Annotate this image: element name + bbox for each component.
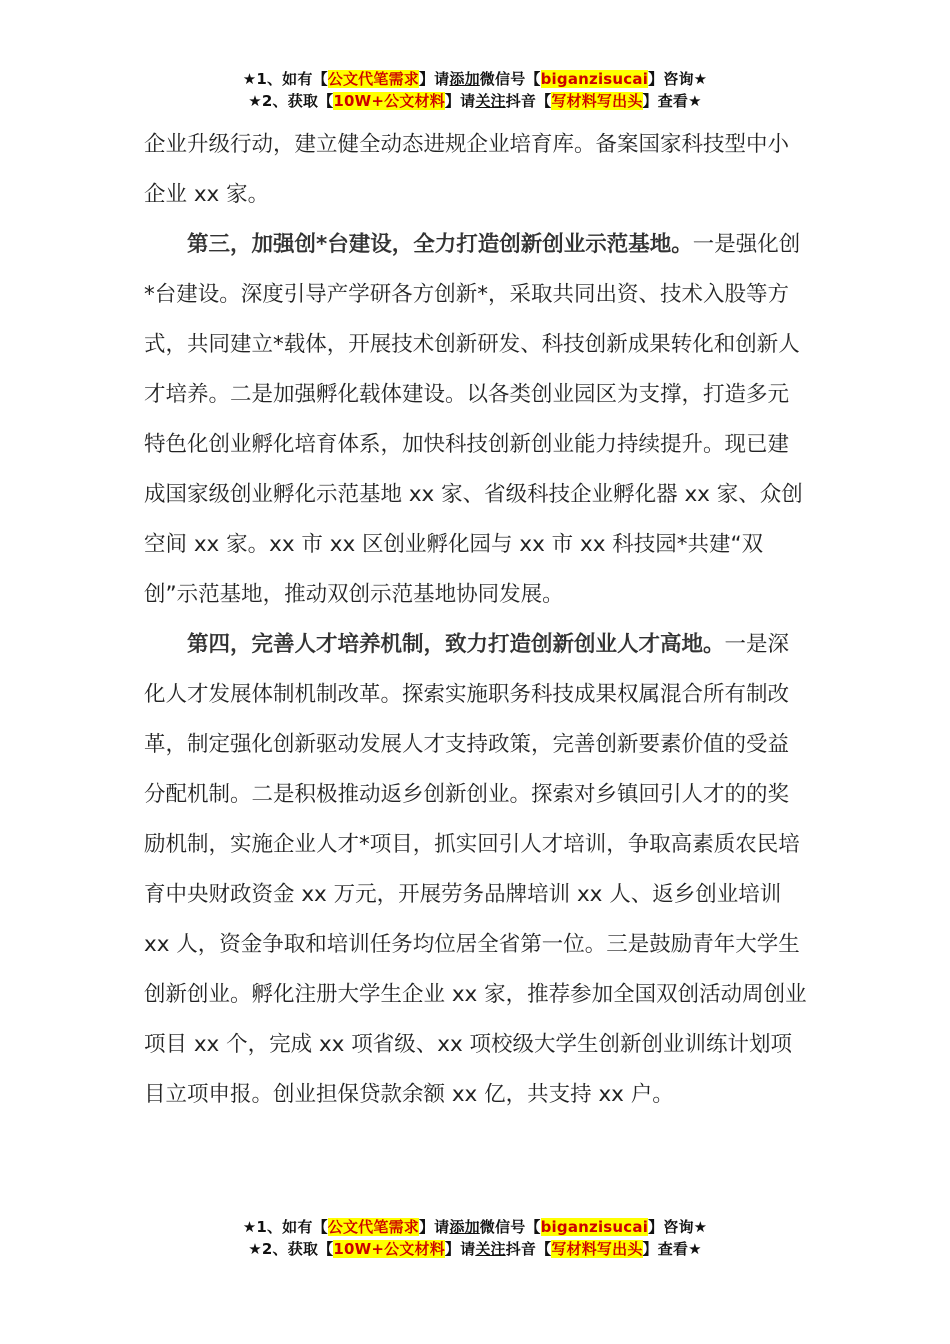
- promo-highlight: 公文代笔需求: [327, 1218, 419, 1236]
- promo-line-2: [0, 1238, 950, 1260]
- promo-text: 】请: [418, 1218, 450, 1236]
- promo-text: 抖音【: [505, 92, 552, 110]
- promo-text: ★2、获取【: [248, 1240, 334, 1258]
- paragraph-1: 企业升级行动，建立健全动态进规企业培育库。备案国家科技型中小企业 xx 家。: [144, 132, 790, 207]
- promo-line-1: [0, 1216, 950, 1238]
- promo-line-2: [0, 90, 950, 112]
- promo-underline: 关注: [475, 1240, 506, 1258]
- promo-footer: [0, 1216, 950, 1260]
- promo-highlight: 写材料写出头: [551, 92, 643, 110]
- promo-text: 】查看★: [642, 1240, 702, 1258]
- promo-text: 】请: [418, 70, 450, 88]
- promo-header: [0, 68, 950, 112]
- paragraph-text: 一是深化人才发展体制机制改革。探索实施职务科技成果权属混合所有制改革，制定强化创新驱动发展人才支持政策，完善创新要素价值的受益分配机制。二是积极推动返乡创新创业。探索对乡镇回引人才的的奖励机制，实施企业人才*项目，抓实回引人才培训，争取高素质农民培育中央财政资金 xx 万元，开展劳务品牌培训 xx 人、返乡创业培训 xx 人，资金争取和培训任务均位居全省第一位。三是鼓励青年大学生创新创业。孵化注册大学生企业 xx 家，推荐参加全国双创活动周创业项目 xx 个，完成 xx 项省级、xx 项校级大学生创新创业训练计划项目立项申报。创业担保贷款余额 xx 亿，共支持 xx 户。: [144, 632, 807, 1107]
- paragraph-heading: 第三，加强创*台建设，全力打造创新创业示范基地。: [187, 232, 693, 257]
- promo-highlight: biganzisucai: [540, 70, 649, 88]
- promo-underline: 关注: [475, 92, 506, 110]
- promo-highlight: 公文代笔需求: [327, 70, 419, 88]
- paragraph-heading: 第四，完善人才培养机制，致力打造创新创业人才高地。: [187, 632, 725, 657]
- promo-text: 】咨询★: [648, 1218, 708, 1236]
- promo-text: 】咨询★: [648, 70, 708, 88]
- promo-text: ★2、获取【: [248, 92, 334, 110]
- promo-highlight: biganzisucai: [540, 1218, 649, 1236]
- paragraph-2: [144, 220, 808, 620]
- promo-text: 微信号【: [479, 70, 541, 88]
- promo-text: 】请: [444, 92, 476, 110]
- promo-underline: 添加: [449, 70, 480, 88]
- promo-highlight: 写材料写出头: [551, 1240, 643, 1258]
- promo-highlight: 10W+公文材料: [333, 1240, 445, 1258]
- document-body: [144, 120, 808, 1120]
- promo-text: 微信号【: [479, 1218, 541, 1236]
- promo-underline: 添加: [449, 1218, 480, 1236]
- promo-highlight: 10W+公文材料: [333, 92, 445, 110]
- promo-text: ★1、如有【: [242, 1218, 328, 1236]
- promo-text: 】查看★: [642, 92, 702, 110]
- promo-text: 】请: [444, 1240, 476, 1258]
- promo-line-1: [0, 68, 950, 90]
- paragraph-3: [144, 620, 808, 1120]
- paragraph-text: 一是强化创*台建设。深度引导产学研各方创新*，采取共同出资、技术入股等方式，共同建立*载体，开展技术创新研发、科技创新成果转化和创新人才培养。二是加强孵化载体建设。以各类创业园区为支撑，打造多元特色化创业孵化培育体系，加快科技创新创业能力持续提升。现已建成国家级创业孵化示范基地 xx 家、省级科技企业孵化器 xx 家、众创空间 xx 家。xx 市 xx 区创业孵化园与 xx 市 xx 科技园*共建“双创”示范基地，推动双创示范基地协同发展。: [144, 232, 803, 607]
- promo-text: 抖音【: [505, 1240, 552, 1258]
- promo-text: ★1、如有【: [242, 70, 328, 88]
